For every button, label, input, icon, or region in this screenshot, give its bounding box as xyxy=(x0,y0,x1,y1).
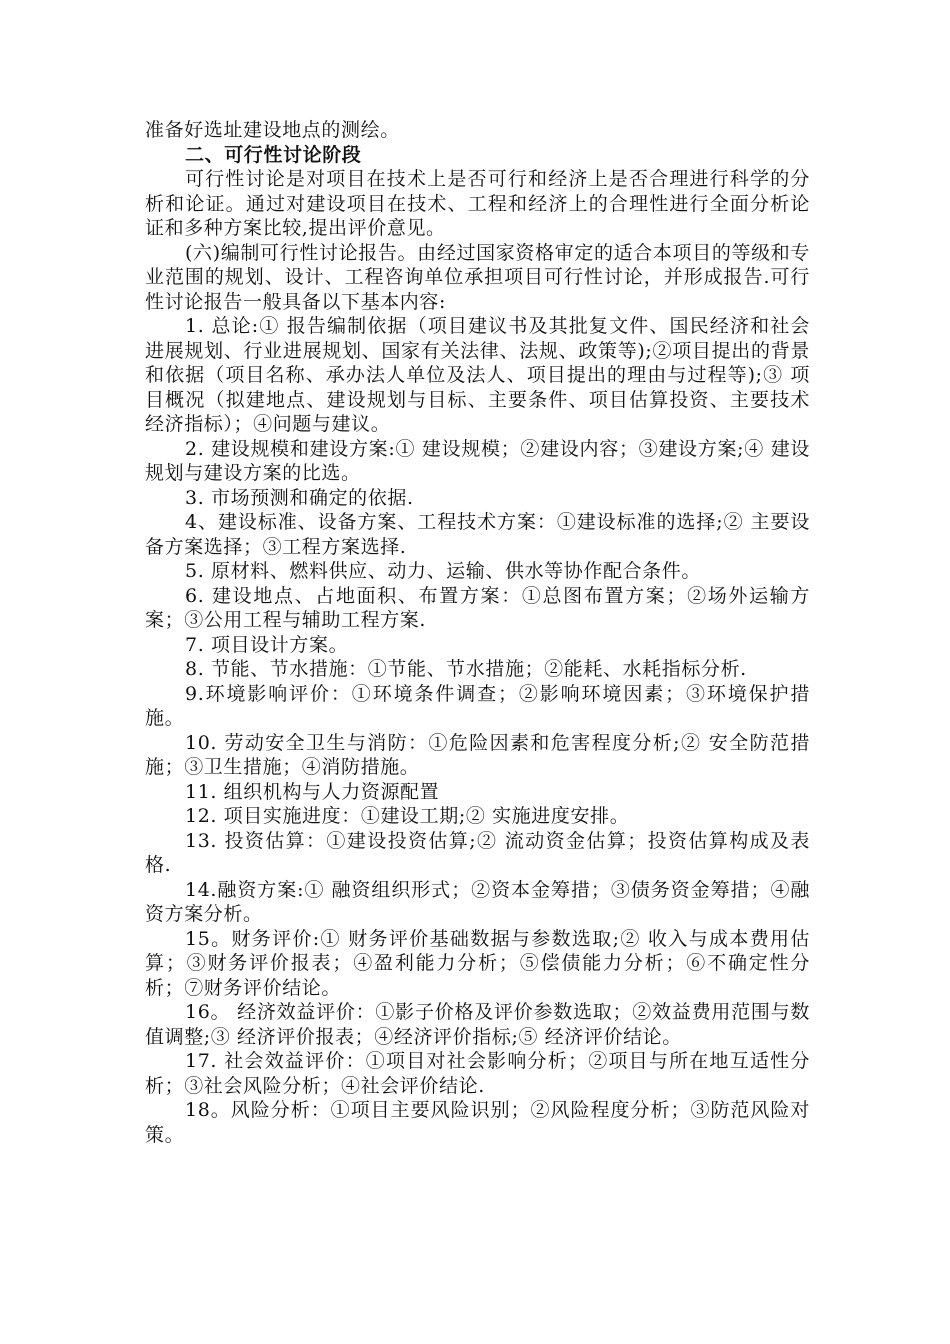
list-item-17: 17. 社会效益评价：①项目对社会影响分析；②项目与所在地互适性分析；③社会风险分析；④社会评价结论. xyxy=(145,1050,810,1097)
list-item-13: 13. 投资估算：①建设投资估算;② 流动资金估算；投资估算构成及表格. xyxy=(145,829,810,876)
list-item-16: 16。 经济效益评价：①影子价格及评价参数选取；②效益费用范围与数值调整;③ 经济评价报表；④经济评价指标;⑤ 经济评价结论。 xyxy=(145,1001,810,1048)
list-item-2: 2. 建设规模和建设方案:① 建设规模；②建设内容；③建设方案;④ 建设规划与建设方案的比选。 xyxy=(145,437,810,484)
list-item-1: 1. 总论:① 报告编制依据（项目建议书及其批复文件、国民经济和社会进展规划、行业进展规划、国家有关法律、法规、政策等);②项目提出的背景和依据（项目名称、承办法人单位及法人、项目提出的理由与过程等);③ 项目概况（拟建地点、建设规划与目标、主要条件、项目估算投资、主要技术经济指标）；④问题与建议。 xyxy=(145,315,810,435)
list-item-5: 5. 原材料、燃料供应、动力、运输、供水等协作配合条件。 xyxy=(185,560,701,582)
section-heading: 二、可行性讨论阶段 xyxy=(185,143,362,166)
document-page xyxy=(145,118,810,1147)
list-item-9: 9.环境影响评价：①环境条件调查；②影响环境因素；③环境保护措施。 xyxy=(145,682,810,729)
list-item-18: 18。风险分析：①项目主要风险识别；②风险程度分析；③防范风险对策。 xyxy=(145,1099,810,1146)
list-item-3: 3. 市场预测和确定的依据. xyxy=(185,486,414,509)
list-item-12: 12. 项目实施进度：①建设工期;② 实施进度安排。 xyxy=(185,805,630,827)
list-item-6: 6. 建设地点、占地面积、布置方案：①总图布置方案；②场外运输方案；③公用工程与辅助工程方案. xyxy=(145,584,810,631)
list-item-4: 4、建设标准、设备方案、工程技术方案：①建设标准的选择;② 主要设备方案选择；③工程方案选择. xyxy=(145,511,810,558)
list-item-8: 8. 节能、节水措施：①节能、节水措施；②能耗、水耗指标分析. xyxy=(185,658,747,680)
list-item-15: 15。财务评价:① 财务评价基础数据与参数选取;② 收入与成本费用估算；③财务评价报表；④盈利能力分析；⑤偿债能力分析；⑥不确定性分析；⑦财务评价结论。 xyxy=(145,927,810,999)
paragraph-intro: 可行性讨论是对项目在技术上是否可行和经济上是否合理进行科学的分析和论证。通过对建设项目在技术、工程和经济上的合理性进行全面分析论证和多种方案比较,提出评价意见。 xyxy=(145,168,810,239)
list-item-14: 14.融资方案:① 融资组织形式；②资本金筹措；③债务资金筹措；④融资方案分析。 xyxy=(145,878,810,925)
list-item-10: 10. 劳动安全卫生与消防：①危险因素和危害程度分析;② 安全防范措施；③卫生措施；④消防措施。 xyxy=(145,731,810,778)
list-item-11: 11. 组织机构与人力资源配置 xyxy=(185,780,440,803)
paragraph-continuation: 准备好选址建设地点的测绘。 xyxy=(145,119,400,141)
list-item-7: 7. 项目设计方案。 xyxy=(185,633,349,656)
paragraph-report: (六)编制可行性讨论报告。由经过国家资格审定的适合本项目的等级和专业范围的规划、设计、工程咨询单位承担项目可行性讨论，并形成报告.可行性讨论报告一般具备以下基本内容: xyxy=(145,241,810,313)
